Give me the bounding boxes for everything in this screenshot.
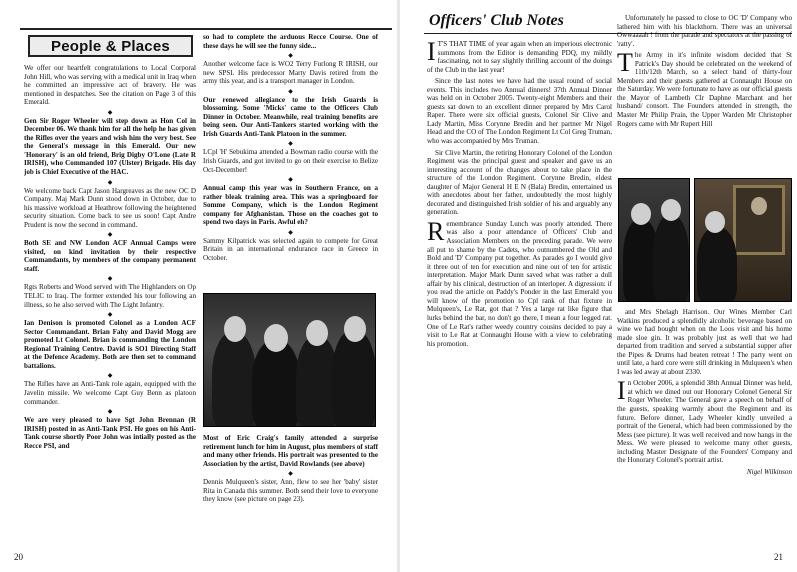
news-paragraph: Ian Denison is promoted Colonel as a London ACF Sector Commandant. Brian Fahy and David Mogg are promoted Lt Colonel. Brian is commanding the London Regional Training Centre. David is SO1 Directing Staff at the Defence Academy. Both are then set to command battalions.	[24, 319, 196, 370]
separator-icon: ◆	[288, 141, 293, 148]
article-paragraph	[617, 376, 792, 465]
separator-icon: ◆	[288, 88, 293, 95]
news-paragraph: Annual camp this year was in Southern France, on a rather bleak training area. This was a springboard for Somme Company, which is the London Regiment company for Afghanistan. Those on the coaches got to spend two days in Paris. Awful eh?	[203, 184, 378, 227]
news-paragraph: LCpl 'H' Sebukima attended a Bowman radio course with the Irish Guards, and got invited to go on their exercise to Belize Oct-December!	[203, 148, 378, 174]
article-paragraph	[427, 77, 612, 145]
news-paragraph: Sammy Kilpatrick was selected again to compete for Great Britain in an international endurance race in Greece in October.	[203, 236, 378, 262]
paragraph-text: Since the last notes we have had the usual round of social events. This includes two Annual dinners! 37th Annual Dinner was held on in October 2005. Twenty-eight Members and their guests sat down to an excellent dinner prepared by Mrs Carol Raper. There were six official guests, Colonel Sir Clive and Lady Martin, Miss Corynne Bredin and her partner Mr Nigel Head and the CO of The London Regiment Lt Col Greg Truman, who was accompanied by Mrs Truman.	[427, 77, 612, 146]
right-page	[400, 0, 797, 572]
news-paragraph: The Rifles have an Anti-Tank role again, equipped with the Javelin missile. We welcome Capt Guy Benn as platoon commander.	[24, 380, 196, 406]
separator-icon: ◆	[107, 276, 113, 283]
right-column-2-top	[617, 14, 792, 172]
right-column-2-bottom	[617, 308, 792, 556]
left-column-1	[24, 64, 196, 554]
paragraph-text: Unfortunately he passed to close to OC 'D' Company who lathered him with his blackthorn. There was an universal Owwaaaah ! from the parade and spectators at the passing of 'ratty'.	[617, 14, 792, 48]
article-paragraph	[617, 14, 792, 48]
dinner-photo-left	[618, 178, 690, 302]
author-signature: Nigel Wilkinson	[746, 467, 792, 476]
right-column-1	[427, 40, 612, 560]
separator-icon: ◆	[107, 409, 113, 416]
article-title: Officers' Club Notes	[429, 12, 564, 29]
left-page	[0, 0, 398, 572]
article-paragraph	[427, 40, 612, 74]
paragraph-text: and Mrs Shelagh Harrison. Our Wines Member Carl Watkins produced a splendidly alcoholic beverage based on wine we had bought when on the Loos visit and his home made sloe gin. It was probably just as well that we had departed from tradition and served a substantial supper after the Pipes & Drums had beaten retreat ! The party went on until late, a hard core were still drinking in Mulqueen's when I was led away at about 2330.	[617, 308, 792, 376]
separator-icon: ◆	[107, 179, 113, 186]
section-header	[28, 35, 193, 57]
news-paragraph: We offer our heartfelt congratulations to Local Corporal John Hill, who was serving with a medical unit in Iraq when he committed an impressive act of bravery. He was mentioned in despatches. See the citation on Page 3 of this Emerald.	[24, 64, 196, 107]
group-photo	[203, 293, 376, 427]
news-paragraph: so had to complete the arduous Recce Course. One of these days he will see the funny side...	[203, 33, 378, 50]
paragraph-text: Sir Clive Martin, the retiring Honorary Colonel of the London Regiment was the principal guest and speaker and gave us an interesting account of the changes about to take place in the structure of the London Regiment. Corynne Bredin, eldest daughter of Major General H E N (Bala) Bredin, entertained us with anecdotes about her father, undoubtedly the most highly decorated and distinguished Irish soldier of his and arguably any generation.	[427, 148, 612, 217]
news-paragraph: Gen Sir Roger Wheeler will step down as Hon Col in December 06. We thank him for all the help he has given the Rifles over the years and wish him the very best. See the General's message in this Emerald. Our new 'Honorary' is an old friend, Brig Digby O'Lone (Late R IRISH), who Commanded 107 (Ulster) Brigade. His day job is Chief Executive of the HAC.	[24, 116, 196, 177]
article-paragraph	[617, 308, 792, 376]
separator-icon: ◆	[107, 312, 113, 319]
separator-icon: ◆	[107, 109, 113, 116]
separator-icon: ◆	[107, 373, 113, 380]
news-paragraph: Our renewed allegiance to the Irish Guards is blossoming. Some 'Micks' came to the Officers Club Dinner in October. Meanwhile, real training benefits are being seen. Our Anti-Tankers started working with the Irish Guards Anti-Tank Platoon in the summer.	[203, 95, 378, 138]
separator-icon: ◆	[288, 471, 293, 478]
separator-icon: ◆	[107, 232, 113, 239]
article-paragraph	[427, 216, 612, 348]
page-number: 21	[774, 552, 783, 562]
paragraph-text: emembrance Sunday Lunch was poorly attended. There was also a poor attendance of Officers' Club and Association Members on the preceding parade. We were all put to shame by the Cadets, who outnumbered the Old and Bold and 'D' Company put together. As parades go I would give it three out of ten for execution and nine out of ten for artistic interpretation. Major Mark Dunn saved what was rather a dull affair by his clinical, destruction of an interloper. A digression: if you read the article on Paddy's Ponder in the last Emerald you will know of the promotion to Cpl rank of that fixture in Mulqueen's, Le Rat, got that ? Yes a large rat like figure that lurks behind the bar, no don't go there, I mean a four legged rat. One of Le Rat's rather weedy country cousins decided to pay a visit to Le Rat at Connaught House with a view to celebrating his promotion.	[427, 219, 612, 348]
section-title: People & Places	[51, 37, 170, 55]
header-rule	[20, 28, 392, 30]
page-number: 20	[14, 552, 23, 562]
separator-icon: ◆	[288, 53, 293, 60]
paragraph-text: n October 2006, a splendid 38th Annual Dinner was held, at which we dined out our Honorary Colonel General Sir Roger Wheeler. The General gave a speech on behalf of the guests, speaking warmly about the Regiment and its future. Before dinner, Lady Wheeler kindly unveiled a portrait of the General, which had been commissioned by the Mess (see picture). It was well received and now hangs in the Mess. We were pleased to welcome many other guests, including Master Designate of the Founders' Company and the Honorary Colonel's portrait artist.	[617, 379, 792, 465]
separator-icon: ◆	[288, 177, 293, 184]
news-paragraph: Dennis Mulqueen's sister, Ann, flew to see her 'baby' sister Rita in Canada this summer. Both send their love to everyone they know (see picture on page 23).	[203, 478, 378, 504]
drop-cap: T	[617, 48, 633, 78]
paragraph-text: he Army in it's infinite wisdom decided that St Patrick's Day should be celebrated on the weekend of 11th/12th March, so a select band of thirty-four Members and their guests gathered at Connaught House on the Saturday. We were fortunate to have as our official guests the Mayor of Lambeth Clr Daphne Marchant and her husband/ consort. The Founders attended in strength, the Master Mr Philip Prain, the Upper Warden Mr Christopher Rogers came with Mr Rupert Hill	[617, 51, 792, 128]
news-paragraph: We welcome back Capt Jason Hargreaves as the new OC D Company. Maj Mark Dunn stood down in October, due to his massive workload at Heathrow following the heightened security situation. Come back to see us soon! Capt Andre Prudent is now the second in command.	[24, 186, 196, 229]
separator-icon: ◆	[288, 229, 293, 236]
news-paragraph: We are very pleased to have Sgt John Brennan (R IRISH) posted in as Anti-Tank PSI. He goes on his Anti-Tank course shortly Poor John was intially posted as the Recce PSI, and	[24, 416, 196, 450]
left-column-2	[203, 33, 378, 287]
drop-cap: R	[427, 216, 445, 246]
news-paragraph: Most of Eric Craig's family attended a surprise retirement lunch for him in August, plus members of staff and many other friends. His portrait was presented to the Association by the artist, David Rowlands (see above)	[203, 434, 378, 468]
portrait-photo-right	[694, 178, 792, 302]
article-paragraph	[427, 149, 612, 217]
drop-cap: I	[617, 376, 626, 406]
paragraph-text: T'S THAT TIME of year again when an imperious electronic summons from the Editor is demanding PDQ, my mildly fascinating, not to say slightly thrilling account of the doings of the Club in the last year!	[427, 40, 612, 74]
news-paragraph: Rgts Roberts and Wood served with The Highlanders on Op TELIC to Iraq. The former extended his tour following an illness, so he also served with The Light Infantry.	[24, 283, 196, 309]
drop-cap: I	[427, 40, 436, 66]
article-paragraph	[617, 48, 792, 128]
news-paragraph: Both SE and NW London ACF Annual Camps were visited, on kind invitation by their respective Commandants, by members of the company permanent staff.	[24, 239, 196, 273]
news-paragraph: Another welcome face is WO2 Terry Furlong R IRISH, our new SPSI. His predecessor Marty Davis retired from the army this year, and is a transport manager in London.	[203, 60, 378, 86]
left-column-2-caption	[203, 434, 378, 554]
